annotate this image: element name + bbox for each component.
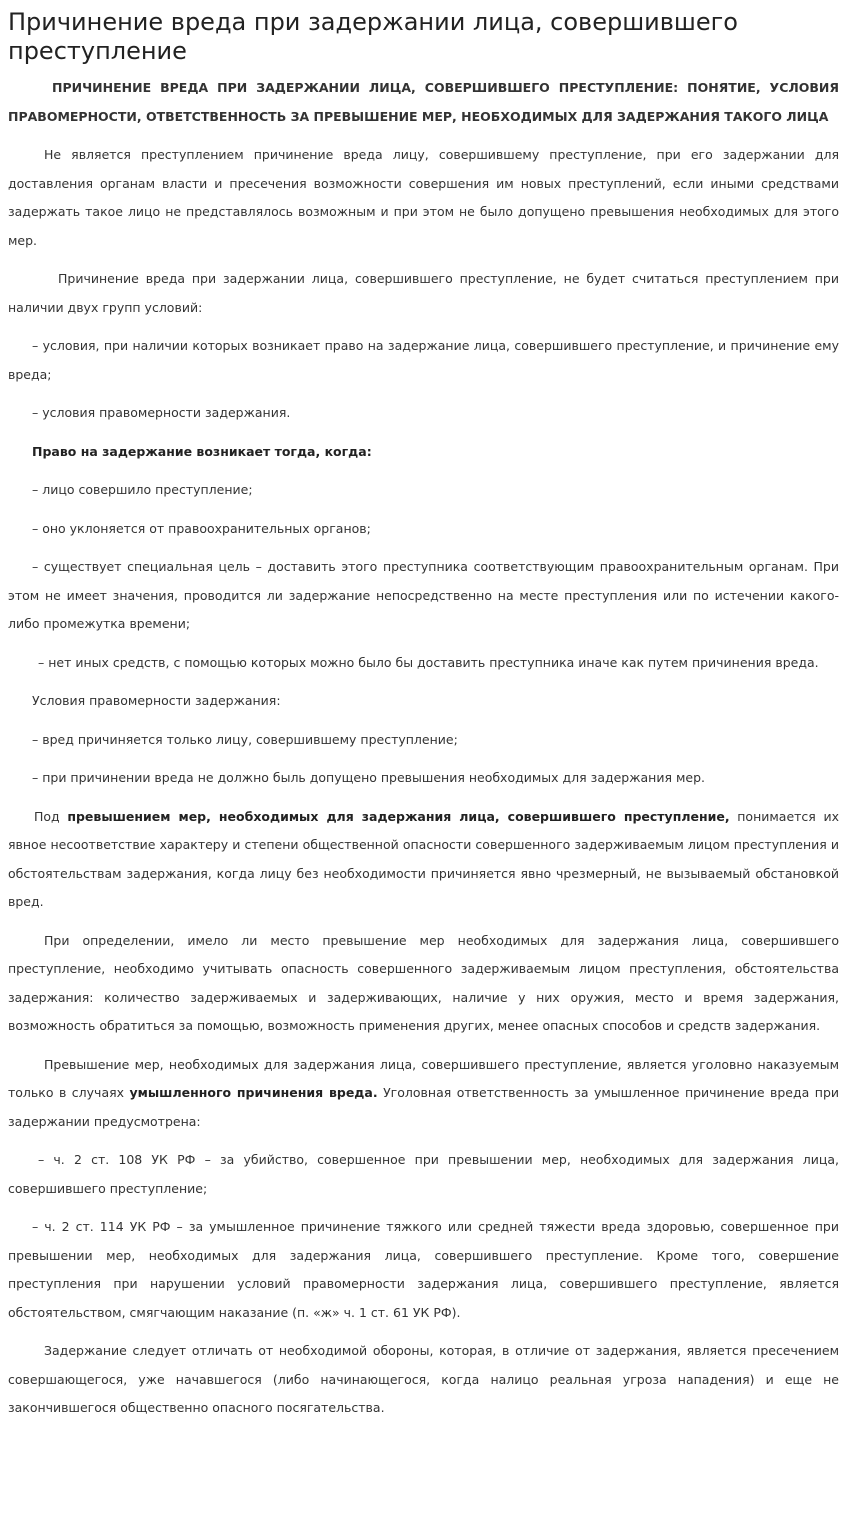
paragraph-16: – ч. 2 ст. 108 УК РФ – за убийство, совершенное при превышении мер, необходимых для задержания лица, совершившего преступление; [8, 1152, 839, 1196]
article-subtitle: ПРИЧИНЕНИЕ ВРЕДА ПРИ ЗАДЕРЖАНИИ ЛИЦА, СОВЕРШИВШЕГО ПРЕСТУПЛЕНИЕ: ПОНЯТИЕ, УСЛОВИЯ ПРАВОМЕРНОСТИ, ОТВЕТСТВЕННОСТЬ ЗА ПРЕВЫШЕНИЕ МЕР, НЕОБХОДИМЫХ ДЛЯ ЗАДЕРЖАНИЯ ТАКОГО ЛИЦА [8, 80, 839, 124]
paragraph-3: – условия, при наличии которых возникает право на задержание лица, совершившего преступление, и причинение ему вреда; [8, 338, 839, 382]
paragraph-5 [8, 438, 839, 467]
paragraph-13-lead: Под [34, 808, 68, 824]
paragraph-8: – существует специальная цель – доставить этого преступника соответствующим правоохранительным органам. При этом не имеет значения, проводится ли задержание непосредственно на месте преступления или по истечении какого-либо промежутка времени; [8, 559, 839, 631]
paragraph-15-rest: Уголовная ответственность за умышленное причинение вреда при задержании предусмотрена: [8, 1085, 840, 1129]
paragraph-6: – лицо совершило преступление; [32, 482, 253, 497]
paragraph-2: Причинение вреда при задержании лица, совершившего преступление, не будет считаться преступлением при наличии двух групп условий: [8, 271, 839, 315]
paragraph-15 [8, 1051, 839, 1137]
paragraph-14: При определении, имело ли место превышение мер необходимых для задержания лица, совершившего преступление, необходимо учитывать опасность совершенного задерживаемым лицом преступления, обстоятельства задержания: количество задерживаемых и задерживающих, наличие у них оружия, место и время задержания, возможность обратиться за помощью, возможность применения других, менее опасных способов и средств задержания. [8, 932, 839, 1033]
paragraph-5-bold: Право на задержание возникает тогда, когда: [32, 443, 372, 459]
paragraph-7: – оно уклоняется от правоохранительных органов; [32, 520, 371, 536]
paragraph-12: – при причинении вреда не должно быль допущено превышения необходимых для задержания мер. [32, 770, 705, 785]
paragraph-1: Не является преступлением причинение вреда лицу, совершившему преступление, при его задержании для доставления органам власти и пресечения возможности совершения им новых преступлений, если иными средствами задержать такое лицо не представлялось возможным и при этом не было допущено превышения необходимых для этого мер. [8, 147, 839, 248]
paragraph-18: Задержание следует отличать от необходимой обороны, которая, в отличие от задержания, является пресечением совершающегося, уже начавшегося (либо начинающегося, когда налицо реальная угроза нападения) и еще не закончившегося общественно опасного посягательства. [8, 1343, 839, 1415]
paragraph-15-lead: Превышение мер, необходимых для задержания лица, совершившего преступление, является уголовно наказуемым только в случаях [8, 1056, 839, 1100]
paragraph-11: – вред причиняется только лицу, совершившему преступление; [32, 731, 458, 747]
paragraph-13-bold: превышением мер, необходимых для задержания лица, совершившего преступление, [67, 808, 730, 824]
paragraph-13-rest: понимается их явное несоответствие характеру и степени общественной опасности совершенного задерживаемым лицом преступления и обстоятельствам задержания, когда лицу без необходимости причиняется явно чрезмерный, не вызываемый обстановкой вред. [8, 808, 839, 909]
paragraph-13 [8, 803, 839, 917]
paragraph-17: – ч. 2 ст. 114 УК РФ – за умышленное причинение тяжкого или средней тяжести вреда здоровью, совершенное при превышении мер, необходимых для задержания лица, совершившего преступление. Кроме того, совершение преступления при нарушении условий правомерности задержания лица, совершившего преступление, является обстоятельством, смягчающим наказание (п. «ж» ч. 1 ст. 61 УК РФ). [8, 1219, 839, 1320]
paragraph-4: – условия правомерности задержания. [32, 405, 291, 420]
paragraph-15-bold: умышленного причинения вреда. [129, 1085, 378, 1100]
paragraph-10: Условия правомерности задержания: [32, 693, 281, 708]
page-title: Причинение вреда при задержании лица, совершившего преступление [8, 8, 738, 65]
paragraph-9: – нет иных средств, с помощью которых можно было бы доставить преступника иначе как путем причинения вреда. [38, 654, 819, 670]
